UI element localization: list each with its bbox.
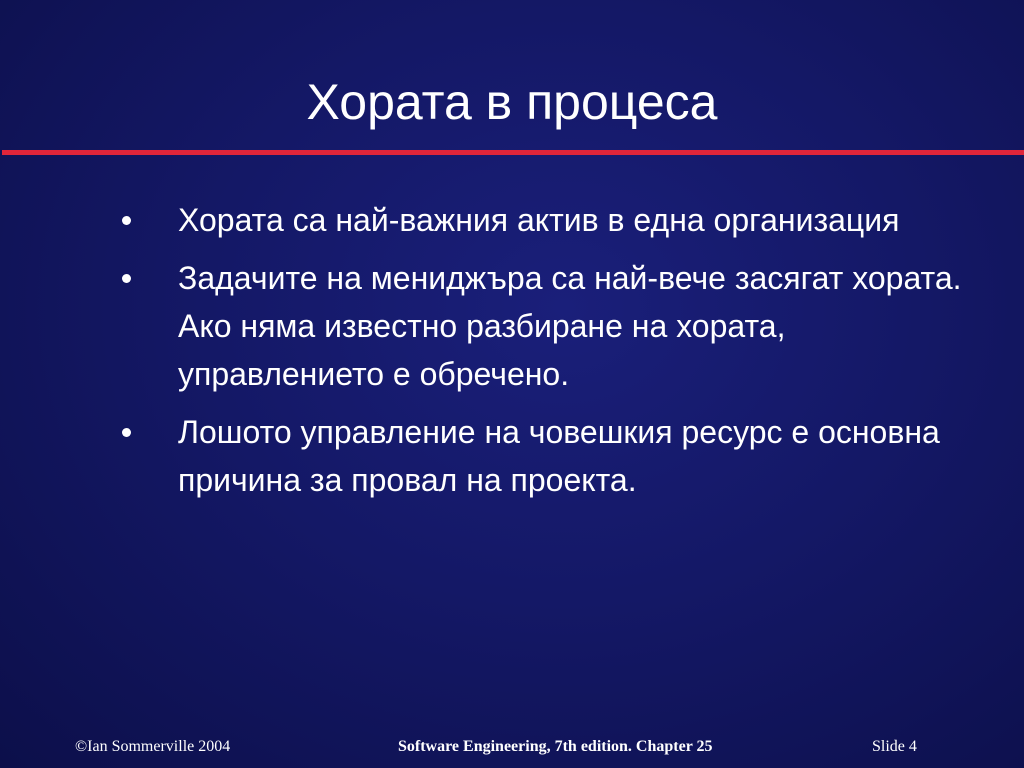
title-divider	[2, 150, 1024, 155]
bullet-text: Лошото управление на човешкия ресурс е основна причина за провал на проекта.	[178, 414, 940, 498]
slide-number: 4	[908, 738, 917, 755]
bullet-text: Задачите на мениджъра са най-вече засягат хората. Ако няма известно разбиране на хората, управлението е обречено.	[178, 260, 962, 392]
bullet-item	[118, 254, 978, 398]
footer-book-title: Software Engineering, 7th edition. Chapter 25	[398, 738, 713, 755]
bullet-item	[118, 408, 978, 504]
bullet-icon	[122, 274, 131, 283]
slide-footer	[0, 736, 1024, 762]
bullet-icon	[122, 216, 131, 225]
bullet-list	[118, 196, 978, 514]
slide-title: Хората в процеса	[306, 74, 718, 130]
footer-copyright: ©Ian Sommerville 2004	[75, 738, 231, 755]
bullet-item	[118, 196, 978, 244]
footer-slide-number	[872, 738, 917, 756]
bullet-icon	[122, 428, 131, 437]
bullet-text: Хората са най-важния актив в една организация	[178, 202, 900, 238]
slide-label: Slide	[872, 738, 905, 755]
